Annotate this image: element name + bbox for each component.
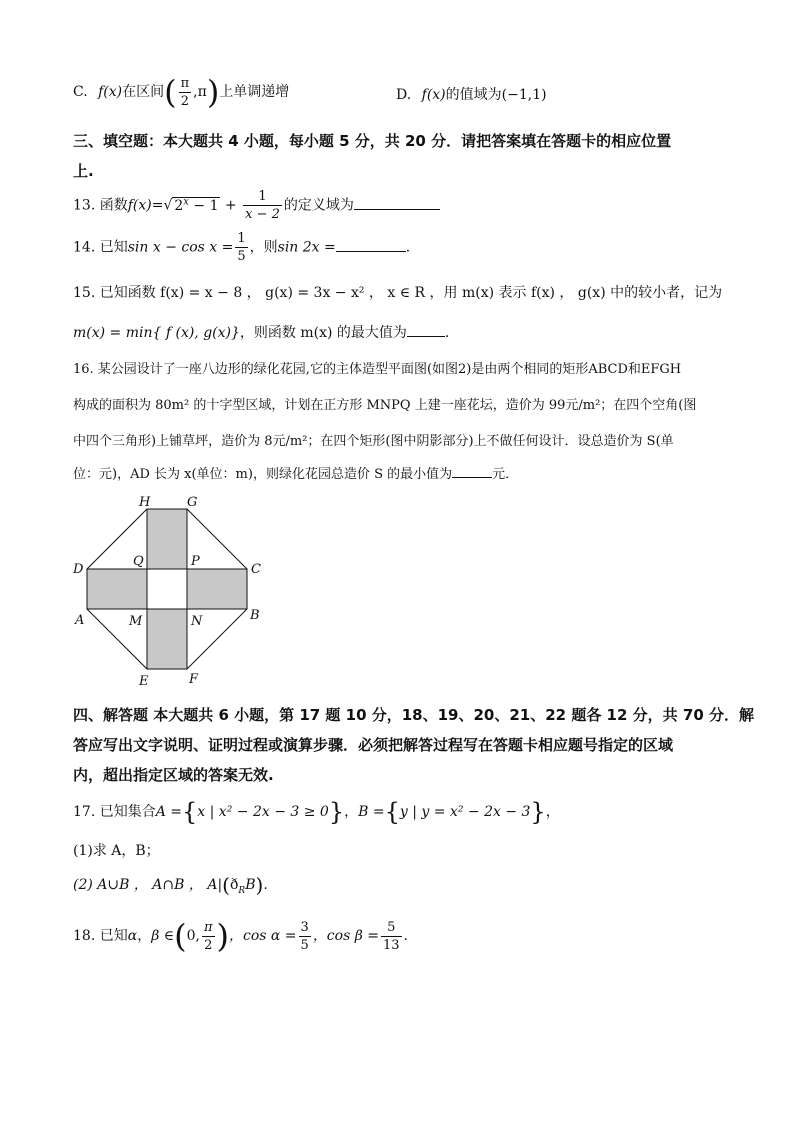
sqrt-tail: − 1 (188, 197, 219, 214)
sqrt-exp: x (183, 195, 189, 207)
q16-line3: 中四个三角形)上铺草坪，造价为 8元/m²；在四个矩形(图中阴影部分)上不做任何设计．设总造价为 S(单 (73, 434, 674, 449)
sqrt-base: 2 (174, 197, 184, 214)
q15-number: 15. (73, 285, 96, 301)
label-h: H (139, 495, 151, 510)
brace-right: } (530, 798, 546, 826)
q17 (73, 800, 560, 824)
set-b-left: B = (358, 804, 385, 820)
q16-line1: 16. 某公园设计了一座八边形的绿化花园,它的主体造型平面图(如图2)是由两个相同的矩形ABCD和EFGH (73, 362, 682, 377)
q13-text1: 函数 (99, 197, 128, 214)
q14 (73, 232, 410, 263)
part2-expr: (2) A∪B ， A∩B ， A| (73, 877, 223, 893)
q14-expr2: sin 2x = (277, 239, 336, 256)
q17-part2 (73, 874, 268, 896)
frac-den: 2 (202, 936, 215, 952)
section3-heading-line2: 上. (73, 162, 94, 180)
q12-option-d (396, 84, 547, 104)
q15-end: . (444, 325, 450, 341)
label-b: B (250, 608, 260, 623)
frac-num: π (180, 75, 190, 91)
shaded-rect-bottom (147, 609, 187, 669)
cos-beta: ，cos β = (312, 928, 379, 944)
answer-blank[interactable] (452, 463, 492, 478)
complement-set: B (245, 877, 256, 893)
paren-right: ) (206, 73, 220, 111)
shaded-rect-left (87, 569, 147, 609)
cos-alpha-frac (299, 921, 311, 952)
section3-heading-line1: 三、填空题：本大题共 4 小题，每小题 5 分，共 20 分．请把答案填在答题卡的相应位置 (73, 132, 672, 150)
brace-left: { (384, 798, 400, 826)
section4-line1: 四、解答题 本大题共 6 小题，第 17 题 10 分，18、19、20、21、22 题各 12 分，共 70 分．解 (73, 706, 754, 724)
frac-num: 5 (387, 919, 396, 935)
q14-text2: ，则 (249, 239, 278, 256)
alpha: α (127, 928, 138, 944)
frac-den: x − 2 (245, 207, 280, 222)
part2-end: . (263, 877, 268, 893)
q13-func: f(x)= (127, 197, 164, 214)
option-d-text: 的值域为 (445, 87, 502, 103)
complement-symbol: ð (229, 877, 239, 893)
comma: ， (344, 804, 359, 820)
paren-left: ( (222, 873, 230, 897)
q14-number: 14. (73, 239, 96, 256)
answer-blank[interactable] (336, 237, 406, 252)
q16-line2: 构成的面积为 80m² 的十字型区域，计划在正方形 MNPQ 上建一座花坛，造价为 99元/m²；在四个空角(图 (73, 398, 697, 413)
frac-num: 1 (237, 231, 246, 246)
set-b-body: y | y = x² − 2x − 3 (399, 804, 531, 820)
label-a: A (75, 613, 85, 628)
label-f: F (189, 672, 199, 687)
paren-left: ( (164, 73, 177, 111)
cos-beta-frac (381, 921, 402, 952)
interval-left: 0, (186, 928, 200, 944)
q13-frac (243, 190, 282, 221)
q15-text-line2: ，则函数 m(x) 的最大值为 (239, 325, 407, 341)
option-c-text1: 在区间 (122, 84, 165, 100)
option-d-label: D. (396, 87, 412, 103)
label-p: P (191, 554, 200, 569)
q18 (73, 917, 408, 955)
answer-blank[interactable] (354, 195, 440, 210)
label-c: C (251, 562, 261, 577)
plus: + (220, 197, 242, 214)
q17-number: 17. (73, 804, 96, 820)
label-d: D (73, 562, 84, 577)
q14-frac (235, 232, 247, 263)
set-a-body: x | x² − 2x − 3 ≥ 0 (197, 804, 329, 820)
frac-den: 13 (383, 937, 400, 953)
q18-text1: 已知 (99, 928, 128, 944)
label-e: E (139, 674, 149, 689)
q16-end: 元． (492, 467, 519, 482)
set-a-left: A = (155, 804, 183, 820)
q12-option-c (73, 73, 290, 111)
q14-end: . (405, 239, 411, 256)
option-c-func: f(x) (98, 84, 123, 100)
option-c-frac (179, 77, 192, 108)
comma: ， (545, 804, 560, 820)
option-c-text2: 上单调递增 (219, 84, 290, 100)
cos-alpha: ，cos α = (228, 928, 297, 944)
q14-expr: sin x − cos x = (127, 239, 234, 256)
q16-text-line4: 位：元)，AD 长为 x(单位：m)，则绿化花园总造价 S 的最小值为 (73, 467, 453, 482)
paren-right: ) (216, 917, 229, 955)
paren-right: ) (255, 873, 264, 897)
q18-end: . (403, 928, 408, 944)
sqrt-sign: √ (163, 197, 173, 214)
q15-expr: m(x) = min{ f (x), g(x)} (73, 325, 240, 341)
label-m: M (129, 614, 143, 629)
section4-line2: 答应写出文字说明、证明过程或演算步骤．必须把解答过程写在答题卡相应题号指定的区域 (73, 736, 674, 754)
frac-den: 2 (179, 92, 192, 108)
frac-num: 1 (258, 189, 267, 204)
q13-text2: 的定义域为 (283, 197, 354, 214)
comma: ， (137, 928, 152, 944)
q13 (73, 190, 440, 221)
complement-sub: R (238, 885, 246, 896)
q17-part1: (1)求 A，B； (73, 843, 160, 859)
frac-den: 5 (237, 249, 246, 264)
q18-interval-frac (202, 921, 215, 952)
octagon-garden-figure (70, 492, 270, 692)
frac-den: 5 (300, 937, 309, 953)
q13-number: 13. (73, 197, 96, 214)
shaded-rect-right (187, 569, 247, 609)
interval-tail: ,π (193, 84, 207, 100)
center-square-mnpq (147, 569, 187, 609)
label-q: Q (133, 554, 144, 569)
beta-in: β ∈ (151, 928, 175, 944)
answer-blank[interactable] (407, 322, 445, 337)
brace-right: } (328, 798, 345, 826)
label-g: G (187, 495, 198, 510)
section4-line3: 内，超出指定区域的答案无效. (73, 766, 274, 784)
q15-line2 (73, 322, 449, 342)
q18-number: 18. (73, 928, 96, 944)
option-c-label: C. (73, 84, 88, 100)
frac-num: 3 (300, 919, 309, 935)
q17-text1: 已知集合 (99, 804, 156, 820)
q13-sqrt (172, 197, 220, 214)
frac-num: π (203, 919, 213, 935)
paren-left: ( (174, 917, 187, 955)
shaded-rect-top (147, 509, 187, 569)
q15-text-line1: 已知函数 f(x) = x − 8 ， g(x) = 3x − x² ， x ∈ R ，用 m(x) 表示 f(x) ， g(x) 中的较小者，记为 (99, 285, 723, 301)
brace-left: { (182, 798, 198, 826)
option-d-range: (−1,1) (501, 87, 547, 103)
option-d-func: f(x) (421, 87, 446, 103)
q16-line4 (73, 463, 518, 482)
q15-line1 (73, 282, 722, 302)
q14-text1: 已知 (99, 239, 128, 256)
label-n: N (191, 614, 203, 629)
